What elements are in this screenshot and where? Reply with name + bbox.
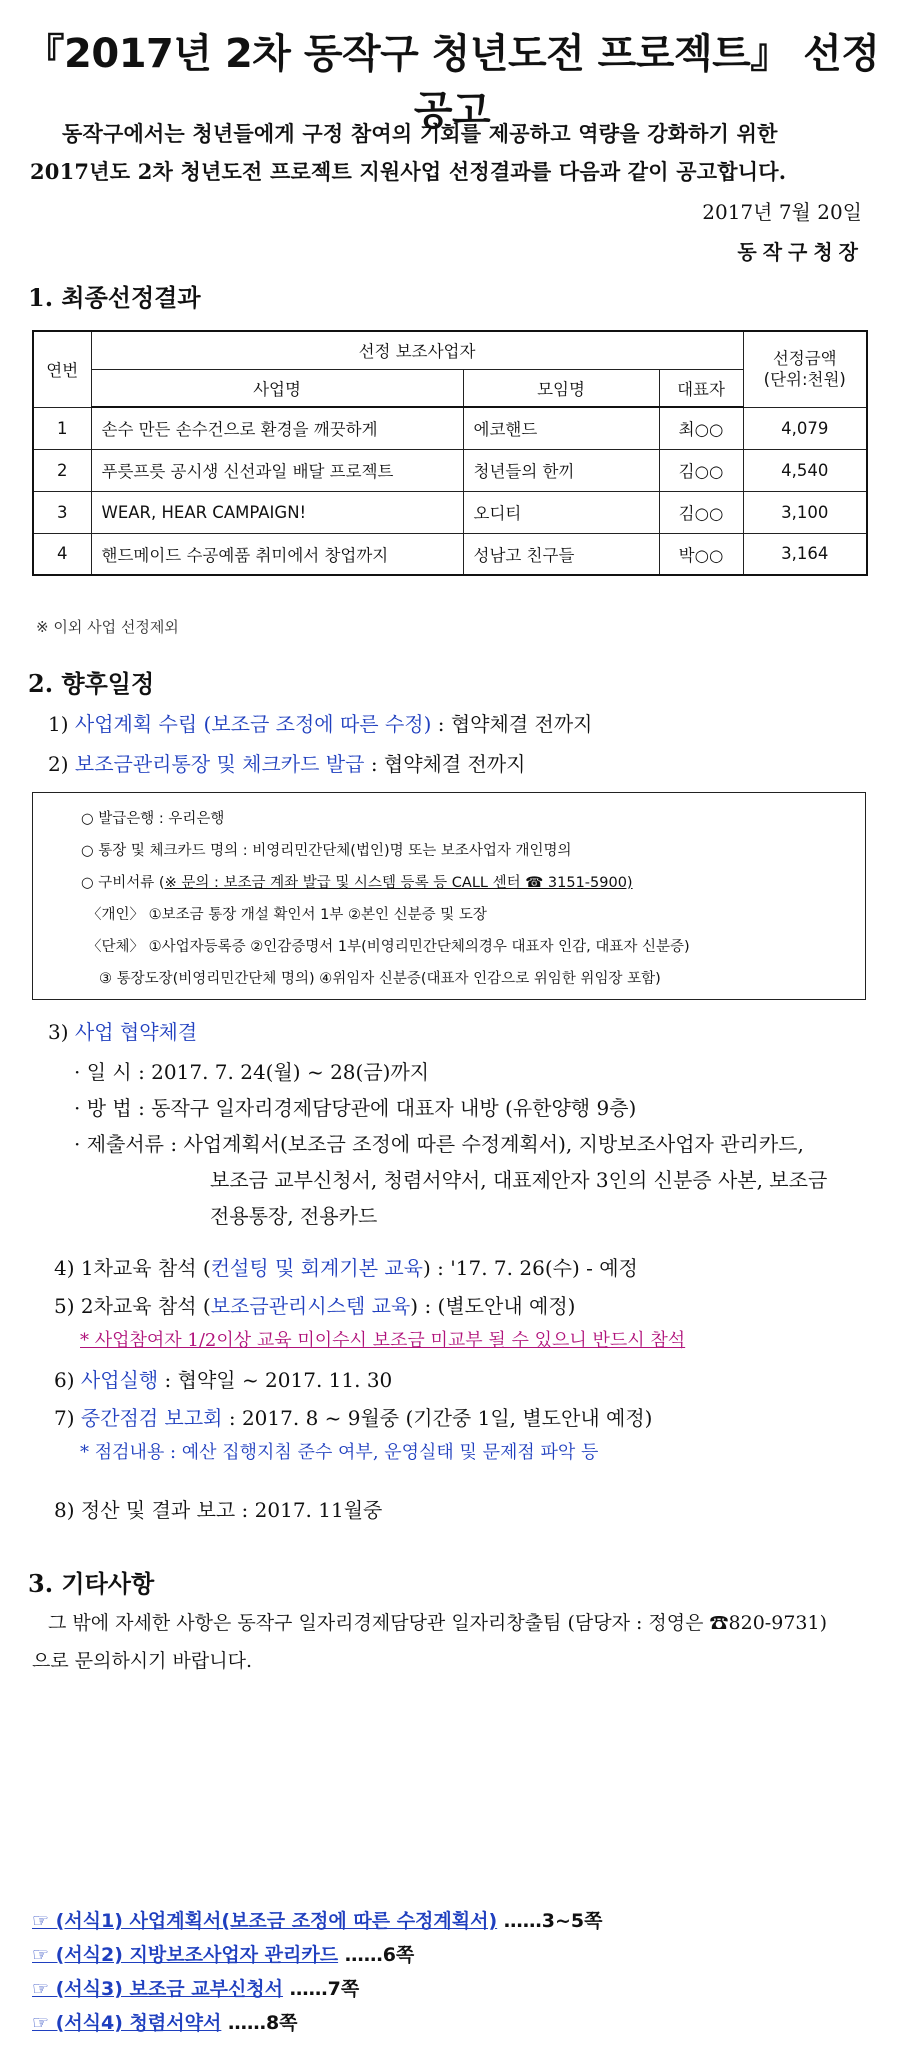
form-2-page: ……6쪽: [338, 1944, 415, 1966]
row-group-name: 성남고 친구들: [463, 533, 659, 575]
item-5-num: 5): [54, 1294, 75, 1318]
notice-date: 2017년 7월 20일: [702, 200, 862, 224]
education-warning: * 사업참여자 1/2이상 교육 미이수시 보조금 미교부 될 수 있으니 반드시 참석: [80, 1330, 686, 1351]
schedule-item-3: [48, 1016, 197, 1045]
intro-line-2: 2017년도 2차 청년도전 프로젝트 지원사업 선정결과를 다음과 같이 공고합니다.: [30, 159, 787, 184]
agreement-docs-row: [74, 1128, 804, 1157]
row-business-name: 푸릇프릇 공시생 신선과일 배달 프로젝트: [91, 449, 463, 491]
form-link-3[interactable]: [32, 1974, 359, 2001]
row-number: 2: [33, 449, 91, 491]
bank-info-box: [32, 792, 866, 1000]
row-amount: 4,079: [743, 407, 867, 449]
item-7-label: 중간점검 보고회: [80, 1406, 223, 1430]
row-amount: 3,100: [743, 491, 867, 533]
row-representative: 김○○: [659, 491, 743, 533]
row-business-name: WEAR, HEAR CAMPAIGN!: [91, 491, 463, 533]
item-7-rest: : 2017. 8 ~ 9월중 (기간중 1일, 별도안내 예정): [228, 1406, 653, 1430]
item-2-rest: : 협약체결 전까지: [370, 752, 526, 776]
notice-signer: 동작구청장: [737, 240, 864, 264]
agreement-docs-key: · 제출서류 :: [74, 1132, 178, 1156]
agreement-docs-value-2: 보조금 교부신청서, 청렴서약서, 대표제안자 3인의 신분증 사본, 보조금: [210, 1168, 828, 1192]
intro-line-1: 동작구에서는 청년들에게 구정 참여의 기회를 제공하고 역량을 강화하기 위한: [62, 121, 778, 146]
row-number: 4: [33, 533, 91, 575]
box-line-individual: 〈개인〉 ①보조금 통장 개설 확인서 1부 ②본인 신분증 및 도장: [87, 907, 487, 923]
result-table-body: [33, 407, 867, 575]
schedule-item-1: [48, 708, 592, 737]
agreement-method-value: 동작구 일자리경제담당관에 대표자 내방 (유한양행 9층): [151, 1096, 637, 1120]
item-6-rest: : 협약일 ~ 2017. 11. 30: [164, 1368, 393, 1392]
table-row: [33, 491, 867, 533]
col-header-no: 연번: [33, 331, 91, 407]
form-1-link[interactable]: ☞ (서식1) 사업계획서(보조금 조정에 따른 수정계획서): [32, 1910, 498, 1932]
table-row: [33, 407, 867, 449]
section3-heading: 3. 기타사항: [28, 1569, 155, 1598]
col-header-org: 모임명: [463, 369, 659, 407]
agreement-date-key: · 일 시 :: [74, 1060, 145, 1084]
form-3-page: ……7쪽: [283, 1978, 360, 2000]
item-6-label: 사업실행: [80, 1368, 159, 1392]
selection-result-table: [32, 330, 868, 576]
item-8-text: 정산 및 결과 보고 : 2017. 11월중: [80, 1498, 383, 1522]
agreement-docs-value-3: 전용통장, 전용카드: [210, 1204, 378, 1228]
box-documents-label: ○ 구비서류 (: [81, 875, 165, 891]
section1-heading: 1. 최종선정결과: [28, 283, 201, 312]
item-2-label: 보조금관리통장 및 체크카드 발급: [74, 752, 365, 776]
row-group-name: 에코핸드: [463, 407, 659, 449]
item-3-num: 3): [48, 1020, 69, 1044]
item-4-num: 4): [54, 1256, 75, 1280]
form-4-link[interactable]: ☞ (서식4) 청렴서약서: [32, 2012, 222, 2034]
box-call-center: ※ 문의 : 보조금 계좌 발급 및 시스템 등록 등 CALL 센터 ☎ 3151-5900): [164, 875, 633, 891]
agreement-method-row: [74, 1092, 636, 1121]
col-header-rep: 대표자: [659, 369, 743, 407]
item-6-num: 6): [54, 1368, 75, 1392]
col-header-group: 선정 보조사업자: [91, 331, 743, 369]
agreement-date-row: [74, 1056, 429, 1085]
section2-heading: 2. 향후일정: [28, 669, 155, 698]
item-1-rest: : 협약체결 전까지: [437, 712, 593, 736]
item-1-num: 1): [48, 712, 69, 736]
form-1-page: ……3~5쪽: [497, 1910, 603, 1932]
row-representative: 김○○: [659, 449, 743, 491]
form-3-link[interactable]: ☞ (서식3) 보조금 교부신청서: [32, 1978, 284, 2000]
item-2-num: 2): [48, 752, 69, 776]
box-line-group: 〈단체〉 ①사업자등록증 ②인감증명서 1부(비영리민간단체의경우 대표자 인감, 대표자 신분증): [87, 939, 690, 955]
inspection-note: * 점검내용 : 예산 집행지침 준수 여부, 운영실태 및 문제점 파악 등: [80, 1442, 599, 1463]
box-line-documents: [81, 871, 633, 892]
table-row: [33, 533, 867, 575]
form-4-page: ……8쪽: [221, 2012, 298, 2034]
selection-note: ※ 이외 사업 선정제외: [36, 618, 179, 636]
box-line-bank: ○ 발급은행 : 우리은행: [81, 811, 225, 827]
contact-line-2: 으로 문의하시기 바랍니다.: [32, 1650, 253, 1672]
item-5-pre: 2차교육 참석 (: [80, 1294, 211, 1318]
item-1-label: 사업계획 수립 (보조금 조정에 따른 수정): [74, 712, 432, 736]
row-number: 3: [33, 491, 91, 533]
schedule-item-2: [48, 748, 526, 777]
item-4-label: 컨설팅 및 회계기본 교육: [210, 1256, 424, 1280]
col-header-amount: 선정금액 (단위:천원): [743, 331, 867, 407]
item-8-num: 8): [54, 1498, 75, 1522]
item-3-label: 사업 협약체결: [74, 1020, 198, 1044]
row-representative: 최○○: [659, 407, 743, 449]
page-title: 『2017년 2차 동작구 청년도전 프로젝트』 선정 공고: [24, 31, 880, 134]
schedule-item-7: [54, 1402, 652, 1431]
box-line-group-cont: ③ 통장도장(비영리민간단체 명의) ④위임자 신분증(대표자 인감으로 위임한 위임장 포함): [99, 971, 661, 987]
schedule-item-6: [54, 1364, 392, 1393]
schedule-item-4: [54, 1252, 638, 1281]
row-group-name: 청년들의 한끼: [463, 449, 659, 491]
row-group-name: 오디티: [463, 491, 659, 533]
row-amount: 4,540: [743, 449, 867, 491]
row-number: 1: [33, 407, 91, 449]
box-line-account-name: ○ 통장 및 체크카드 명의 : 비영리민간단체(법인)명 또는 보조사업자 개인명의: [81, 843, 572, 859]
agreement-method-key: · 방 법 :: [74, 1096, 145, 1120]
form-link-1[interactable]: [32, 1906, 603, 1933]
row-representative: 박○○: [659, 533, 743, 575]
item-7-num: 7): [54, 1406, 75, 1430]
item-5-post: ) : (별도안내 예정): [410, 1294, 576, 1318]
row-amount: 3,164: [743, 533, 867, 575]
schedule-item-5: [54, 1290, 575, 1319]
agreement-date-value: 2017. 7. 24(월) ~ 28(금)까지: [151, 1060, 430, 1084]
form-link-2[interactable]: [32, 1940, 414, 1967]
contact-line-1: 그 밖에 자세한 사항은 동작구 일자리경제담당관 일자리창출팀 (담당자 : 정영은 ☎820-9731): [48, 1612, 827, 1634]
form-2-link[interactable]: ☞ (서식2) 지방보조사업자 관리카드: [32, 1944, 339, 1966]
form-link-4[interactable]: [32, 2008, 298, 2035]
row-business-name: 손수 만든 손수건으로 환경을 깨끗하게: [91, 407, 463, 449]
item-5-label: 보조금관리시스템 교육: [210, 1294, 411, 1318]
table-row: [33, 449, 867, 491]
row-business-name: 핸드메이드 수공예품 취미에서 창업까지: [91, 533, 463, 575]
item-4-post: ) : '17. 7. 26(수) - 예정: [423, 1256, 638, 1280]
schedule-item-8: [54, 1494, 382, 1523]
agreement-docs-value-1: 사업계획서(보조금 조정에 따른 수정계획서), 지방보조사업자 관리카드,: [183, 1132, 804, 1156]
item-4-pre: 1차교육 참석 (: [80, 1256, 211, 1280]
col-header-biz: 사업명: [91, 369, 463, 407]
